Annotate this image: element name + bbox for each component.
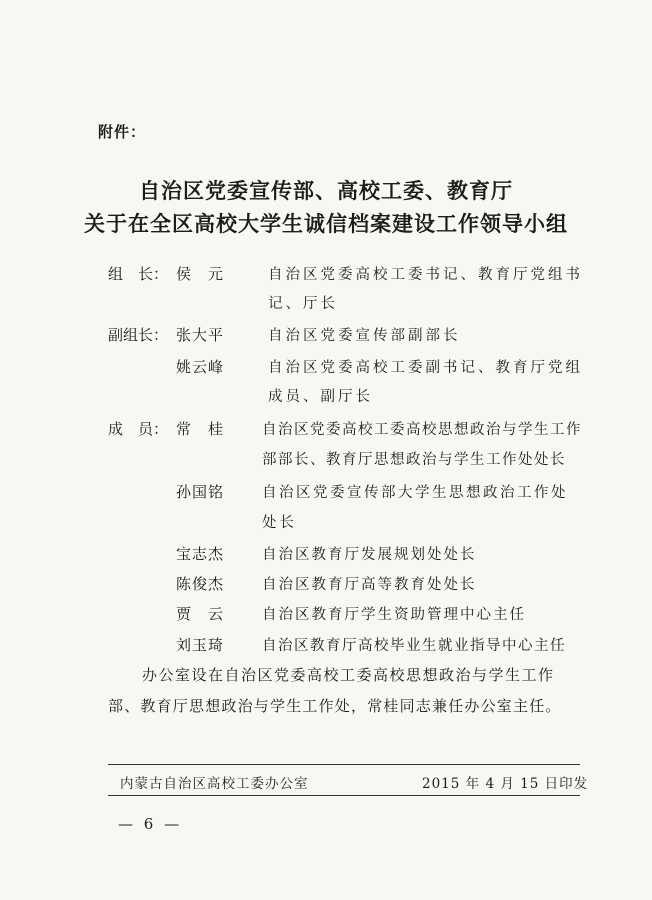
member-duty-line: 处长 (262, 515, 297, 531)
member-duty-line: 自治区党委宣传部副部长 (268, 328, 461, 344)
document-title-line-1: 自治区党委宣传部、高校工委、教育厅 (139, 178, 513, 203)
member-name: 刘玉琦 (176, 636, 225, 654)
office-paragraph-line: 办公室设在自治区党委高校工委高校思想政治与学生工作 (142, 666, 555, 684)
footer-issuer: 内蒙古自治区高校工委办公室 (120, 776, 309, 792)
member-duty-line: 自治区党委高校工委高校思想政治与学生工作 (262, 422, 582, 438)
member-duty-line: 自治区党委宣传部大学生思想政治工作处 (262, 485, 568, 501)
page-number: — 6 — (118, 815, 183, 833)
member-duty-line: 自治区教育厅高校毕业生就业指导中心主任 (262, 638, 566, 654)
member-duty-line: 成员、副厅长 (268, 389, 373, 405)
member-name: 孙国铭 (176, 483, 225, 501)
member-name: 常 桂 (176, 420, 225, 438)
document-title-line-2: 关于在全区高校大学生诚信档案建设工作领导小组 (84, 211, 568, 236)
member-name: 陈俊杰 (176, 575, 225, 593)
member-name: 张大平 (176, 326, 225, 344)
member-duty-line: 自治区党委高校工委副书记、教育厅党组 (268, 360, 583, 376)
footer-bottom-rule (108, 795, 580, 796)
member-duty-line: 自治区教育厅学生资助管理中心主任 (262, 607, 526, 623)
member-duty-line: 记、厅长 (268, 296, 338, 312)
attachment-label: 附件： (98, 123, 147, 141)
member-role: 成 员： (108, 420, 169, 438)
member-role: 组 长： (108, 265, 169, 283)
member-name: 宝志杰 (176, 545, 225, 563)
office-paragraph-line: 部、教育厅思想政治与学生工作处，常桂同志兼任办公室主任。 (108, 697, 562, 715)
member-duty-line: 自治区教育厅高等教育处处长 (262, 577, 477, 593)
footer-top-rule (108, 764, 580, 765)
member-name: 贾 云 (176, 605, 225, 623)
member-role: 副组长： (108, 326, 169, 344)
member-name: 侯 元 (176, 265, 225, 283)
member-duty-line: 自治区党委高校工委书记、教育厅党组书 (268, 267, 583, 283)
footer-date: 2015 年 4 月 15 日印发 (422, 776, 589, 792)
member-duty-line: 自治区教育厅发展规划处处长 (262, 547, 477, 563)
member-duty-line: 部部长、教育厅思想政治与学生工作处处长 (262, 452, 566, 468)
member-name: 姚云峰 (176, 358, 225, 376)
